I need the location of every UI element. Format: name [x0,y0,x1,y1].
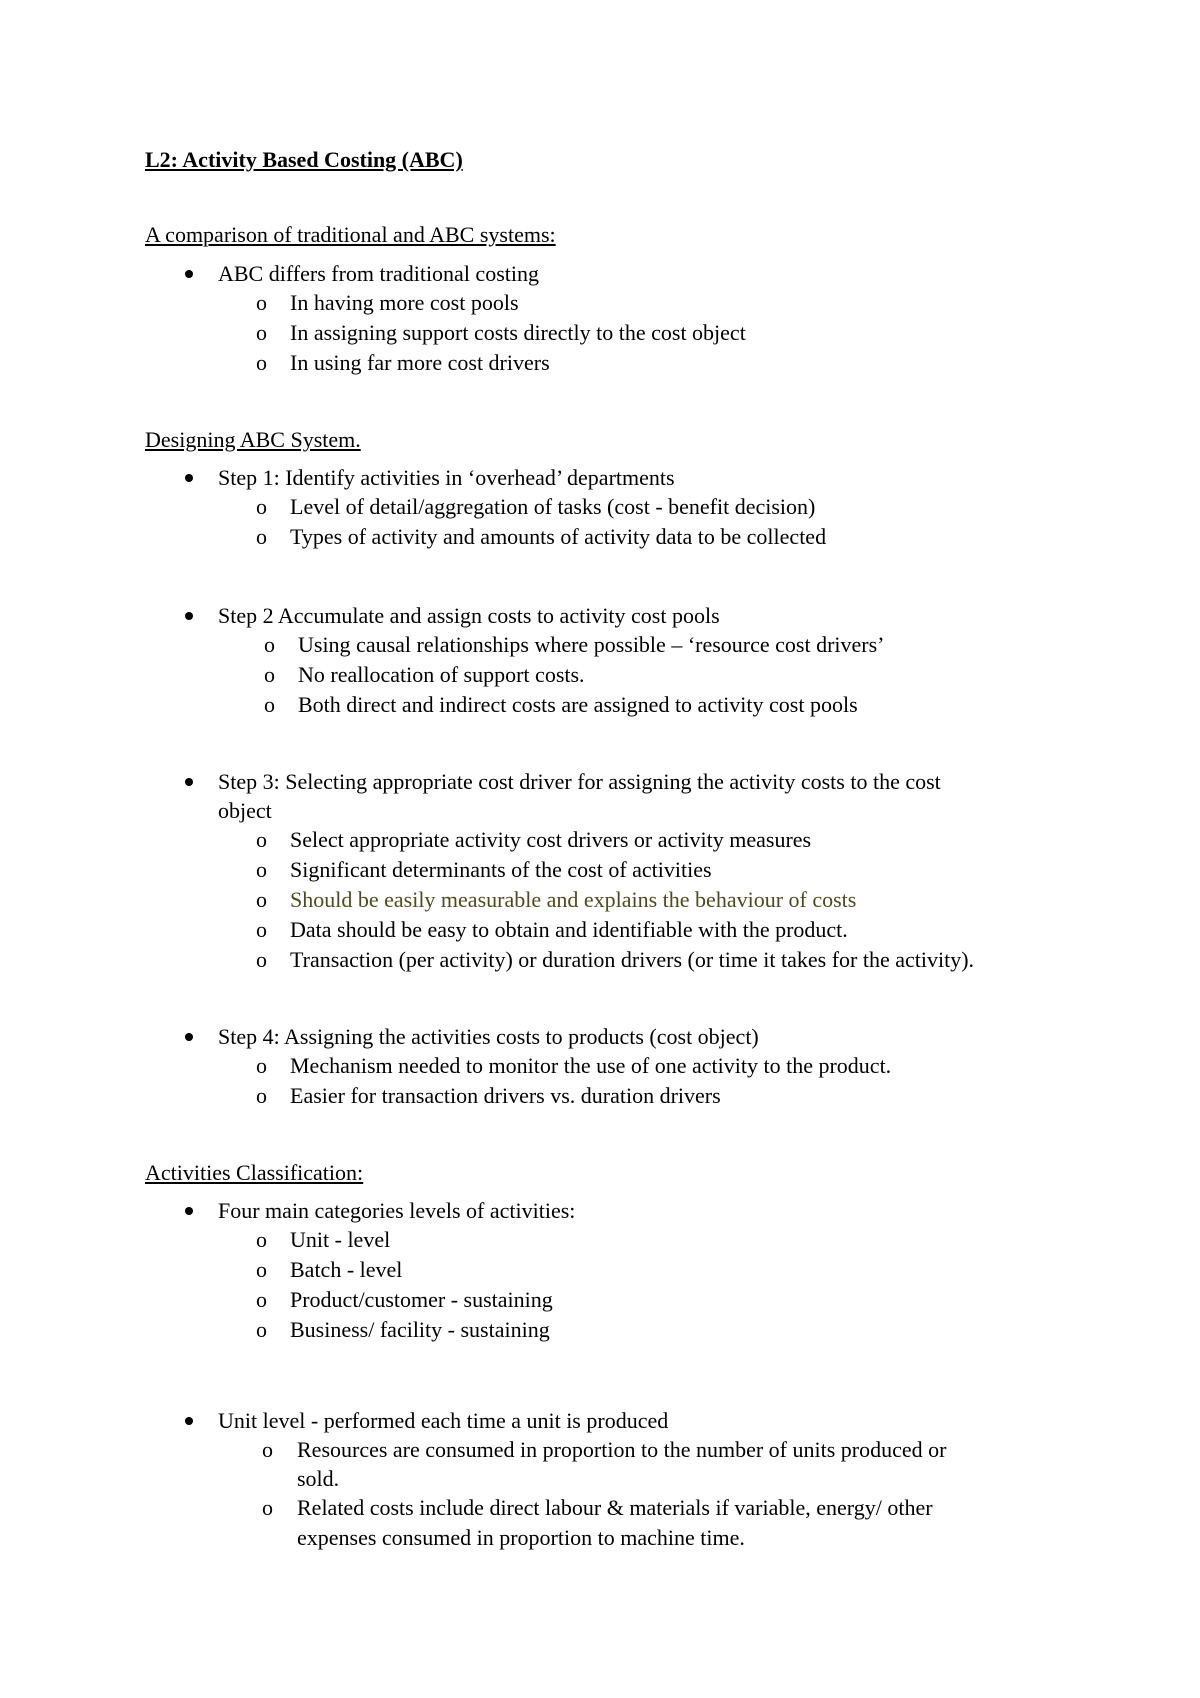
step3-sub-5: Transaction (per activity) or duration drivers (or time it takes for the activity). [290,947,975,972]
step2-sub-3: Both direct and indirect costs are assigned to activity cost pools [298,692,858,717]
comparison-bullet: ABC differs from traditional costing [218,261,539,286]
circle-marker-icon: o [256,1053,267,1078]
comparison-sub-3: In using far more cost drivers [290,350,550,375]
heading-classification: Activities Classification: [145,1160,364,1185]
step1-text: Step 1: Identify activities in ‘overhead’ departments [218,465,675,490]
circle-marker-icon: o [264,692,275,717]
circle-marker-icon: o [262,1437,273,1462]
step4-sub-1: Mechanism needed to monitor the use of one activity to the product. [290,1053,892,1078]
unit-level-text: Unit level - performed each time a unit is produced [218,1408,669,1433]
bullet-icon [185,1207,193,1215]
bullet-icon [185,778,193,786]
step3-sub-3: Should be easily measurable and explains the behaviour of costs [290,887,857,912]
classification-sub-2: Batch - level [290,1257,403,1282]
step4-text: Step 4: Assigning the activities costs to products (cost object) [218,1024,759,1049]
classification-sub-1: Unit - level [290,1227,391,1252]
step1-sub-2: Types of activity and amounts of activity data to be collected [290,524,827,549]
heading-designing: Designing ABC System. [145,427,361,452]
classification-sub-3: Product/customer - sustaining [290,1287,553,1312]
step3-sub-2: Significant determinants of the cost of activities [290,857,712,882]
step3-text-line2: object [218,798,272,823]
comparison-sub-2: In assigning support costs directly to the cost object [290,320,746,345]
circle-marker-icon: o [256,947,267,972]
bullet-icon [185,1033,193,1041]
classification-sub-4: Business/ facility - sustaining [290,1317,550,1342]
bullet-icon [185,270,193,278]
step3-sub-1: Select appropriate activity cost drivers or activity measures [290,827,812,852]
unit-level-sub2-line1: Related costs include direct labour & materials if variable, energy/ other [297,1495,933,1520]
step3-text-line1: Step 3: Selecting appropriate cost driver for assigning the activity costs to the cost [218,769,941,794]
circle-marker-icon: o [256,917,267,942]
circle-marker-icon: o [264,662,275,687]
unit-level-sub1-line2: sold. [297,1466,340,1491]
bullet-icon [185,1417,193,1425]
step2-sub-2: No reallocation of support costs. [298,662,585,687]
circle-marker-icon: o [256,1257,267,1282]
circle-marker-icon: o [264,632,275,657]
step2-text: Step 2 Accumulate and assign costs to activity cost pools [218,603,720,628]
circle-marker-icon: o [256,320,267,345]
circle-marker-icon: o [256,827,267,852]
unit-level-sub2-line2: expenses consumed in proportion to machine time. [297,1525,745,1550]
bullet-icon [185,612,193,620]
circle-marker-icon: o [256,857,267,882]
comparison-sub-1: In having more cost pools [290,290,519,315]
circle-marker-icon: o [256,887,267,912]
circle-marker-icon: o [256,494,267,519]
circle-marker-icon: o [256,1227,267,1252]
step1-sub-1: Level of detail/aggregation of tasks (cost - benefit decision) [290,494,816,519]
step4-sub-2: Easier for transaction drivers vs. duration drivers [290,1083,721,1108]
circle-marker-icon: o [256,1083,267,1108]
circle-marker-icon: o [256,524,267,549]
unit-level-sub1-line1: Resources are consumed in proportion to the number of units produced or [297,1437,947,1462]
circle-marker-icon: o [256,1287,267,1312]
circle-marker-icon: o [256,1317,267,1342]
step2-sub-1: Using causal relationships where possible – ‘resource cost drivers’ [298,632,885,657]
classification-bullet: Four main categories levels of activities: [218,1198,576,1223]
document-title: L2: Activity Based Costing (ABC) [145,147,463,172]
step3-sub-4: Data should be easy to obtain and identifiable with the product. [290,917,848,942]
circle-marker-icon: o [256,350,267,375]
heading-comparison: A comparison of traditional and ABC systems: [145,222,556,247]
bullet-icon [185,474,193,482]
circle-marker-icon: o [256,290,267,315]
circle-marker-icon: o [262,1495,273,1520]
